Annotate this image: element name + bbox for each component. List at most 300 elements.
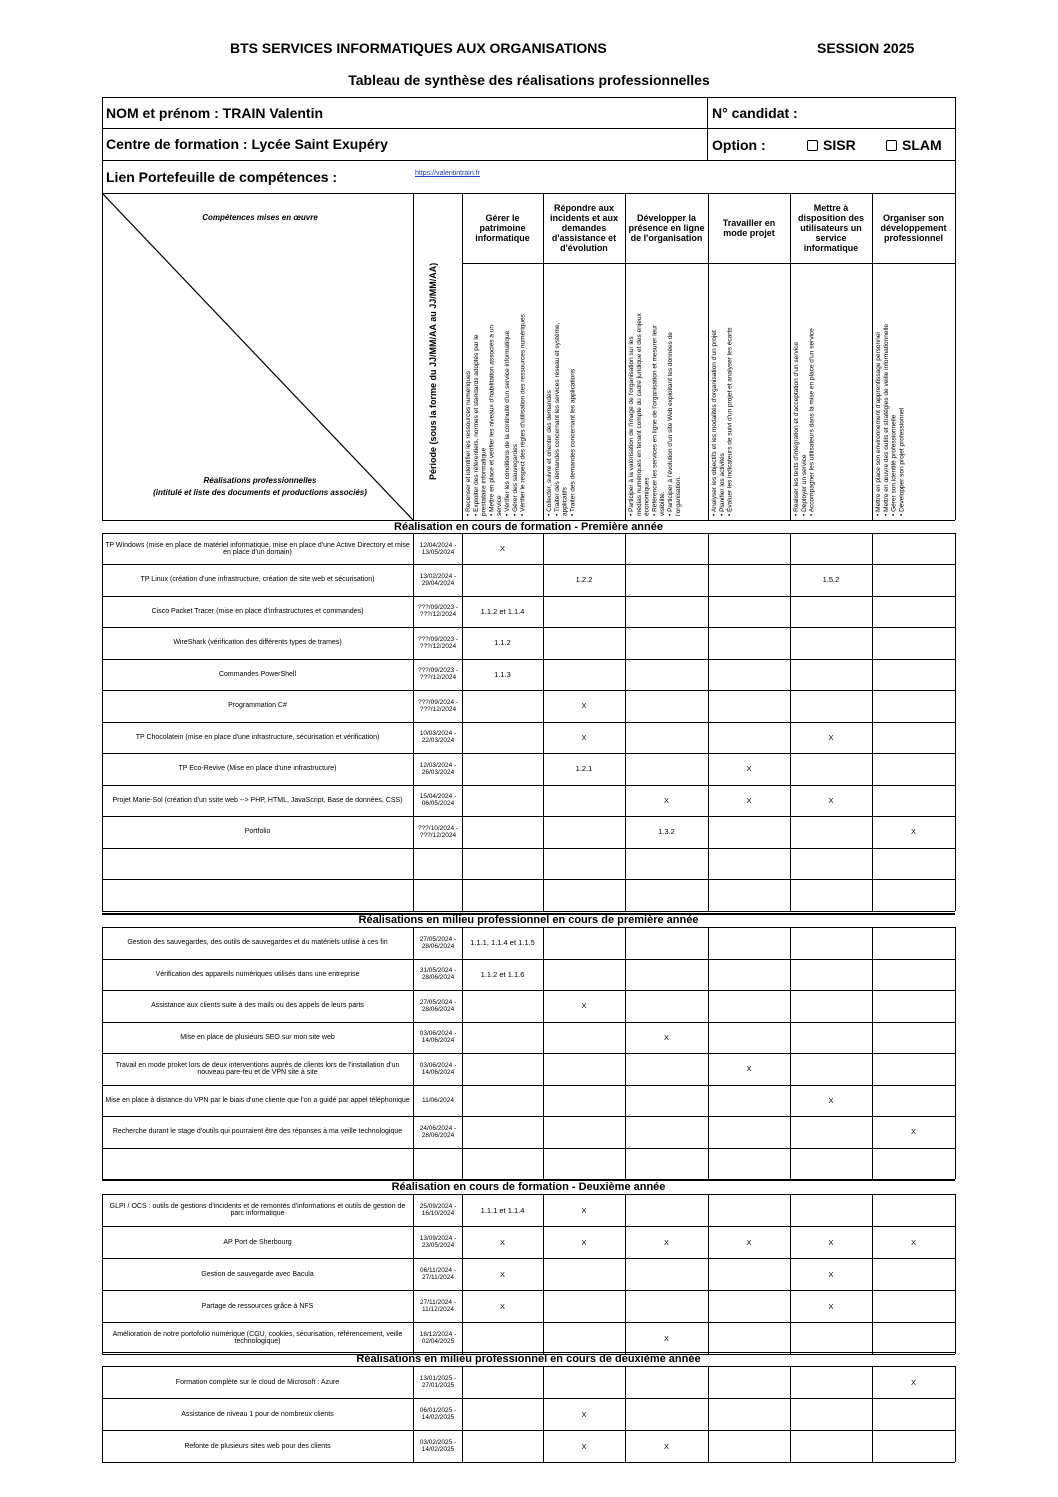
- periode-label: Période (sous la forme du JJ/MM/AA au JJ/MM/AA): [428, 262, 438, 481]
- row-label: Recherche durant le stage d'outils qui pourraient être des réponses à ma veille technologique: [112, 1128, 403, 1136]
- competence-cell: [790, 879, 872, 911]
- competence-cell: 1.1.1, 1.1.4 et 1.1.5: [470, 938, 535, 948]
- competence-cell: [708, 1322, 790, 1354]
- rule-v: [462, 659, 463, 691]
- rule-v: [625, 879, 626, 911]
- row-period: 03/02/2025 - 14/02/2025: [419, 1439, 457, 1453]
- competence-cell: [790, 1322, 872, 1354]
- rule-v: [625, 1430, 626, 1462]
- competence-items: [465, 267, 527, 516]
- rule-v: [102, 990, 103, 1022]
- rule-v: [872, 753, 873, 785]
- rule-v: [872, 927, 873, 959]
- competence-item: • Gérer des sauvegardes: [511, 443, 519, 516]
- competence-title: Organiser son développement professionnel: [880, 213, 947, 243]
- rule-v: [543, 1226, 544, 1258]
- rule-v: [102, 1366, 103, 1398]
- rule-v: [102, 1053, 103, 1085]
- competence-cell: [625, 753, 708, 785]
- competence-item: applicatifs: [561, 487, 569, 516]
- competence-cell: [790, 1116, 872, 1148]
- rule-v: [790, 1194, 791, 1226]
- rule-v: [955, 785, 956, 817]
- row-label: Gestion de sauvegarde avec Bacula: [201, 1270, 314, 1278]
- rule-v: [102, 816, 103, 848]
- rule-v: [955, 722, 956, 754]
- rule-v: [543, 596, 544, 628]
- rule-v: [955, 1116, 956, 1148]
- competence-cell: [543, 1022, 625, 1054]
- competence-cell: [462, 879, 543, 911]
- rule-v: [462, 959, 463, 991]
- realisations-label: Réalisations professionnelles: [203, 476, 317, 485]
- competence-cell: X: [910, 1127, 916, 1137]
- section-title: Réalisations en milieu professionnel en cours de deuxième année: [356, 1353, 701, 1365]
- rule-v: [102, 1258, 103, 1290]
- row-period: 03/06/2024 - 14/06/2024: [419, 1030, 457, 1045]
- competence-cell: [872, 879, 955, 911]
- rule-v: [625, 1022, 626, 1054]
- rule-v: [543, 1194, 544, 1226]
- competence-cell: [872, 690, 955, 722]
- competence-title: Développer la présence en ligne de l'organisation: [628, 213, 705, 243]
- competence-cell: [872, 659, 955, 691]
- competence-cell: X: [581, 732, 587, 742]
- competence-cell: [462, 1322, 543, 1354]
- rule-v: [413, 690, 414, 722]
- competence-cell: X: [663, 1032, 669, 1042]
- rule-v: [102, 753, 103, 785]
- rule-v: [955, 193, 956, 520]
- competence-cell: X: [499, 544, 505, 553]
- rule-v: [102, 1226, 103, 1258]
- option-sisr-label: SISR: [823, 137, 856, 153]
- rule-v: [543, 722, 544, 754]
- competence-cell: X: [910, 827, 916, 837]
- nom-label: NOM et prénom : TRAIN Valentin: [106, 105, 324, 121]
- competence-cell: [462, 1022, 543, 1054]
- competence-cell: [872, 1398, 955, 1430]
- rule-v: [955, 1022, 956, 1054]
- rule-v: [543, 193, 544, 520]
- rule-v: [625, 1322, 626, 1354]
- competence-cell: [625, 959, 708, 991]
- rule-v: [708, 1085, 709, 1117]
- rule-v: [955, 816, 956, 848]
- session-label: SESSION 2025: [817, 40, 915, 56]
- competence-cell: X: [828, 1301, 834, 1311]
- competence-cell: [708, 879, 790, 911]
- rule-v: [955, 564, 956, 596]
- row-label: Gestion des sauvegardes, des outils de sauvegardes et du matériels utilisé à ces fin: [127, 939, 388, 947]
- rule-v: [462, 1322, 463, 1354]
- rule-v: [790, 1226, 791, 1258]
- competence-title: Travailler en mode projet: [722, 218, 776, 238]
- competence-item: • Participer à l'évolution d'un site Web exploitant les données de: [666, 332, 674, 516]
- rule-v: [413, 1148, 414, 1180]
- rule-v: [413, 1194, 414, 1226]
- rule-v: [543, 1398, 544, 1430]
- rule-v: [102, 879, 103, 911]
- competence-cell: [708, 1398, 790, 1430]
- rule-v: [625, 753, 626, 785]
- competence-item: • Participer à la valorisation de l'image de l'organisation sur les: [628, 336, 635, 516]
- rule-v: [707, 97, 708, 160]
- competence-cell: [625, 596, 708, 628]
- competence-cell: X: [499, 1301, 505, 1311]
- competence-cell: [625, 1194, 708, 1226]
- row-label: AP Port de Sherbourg: [223, 1238, 292, 1246]
- competence-cell: 1.2.1: [575, 764, 593, 774]
- rule-v: [102, 1116, 103, 1148]
- competence-cell: [543, 1322, 625, 1354]
- rule-v: [462, 785, 463, 817]
- rule-v: [708, 722, 709, 754]
- competence-cell: [708, 627, 790, 659]
- rule-v: [872, 879, 873, 911]
- row-label: Assistance de niveau 1 pour de nombreux clients: [181, 1410, 334, 1418]
- competence-title: Mettre à disposition des utilisateurs un service informatique: [797, 203, 864, 253]
- competence-cell: X: [910, 1237, 916, 1247]
- rule-v: [102, 1022, 103, 1054]
- rule-v: [462, 193, 463, 520]
- rule-v: [790, 990, 791, 1022]
- competence-items: [875, 267, 906, 516]
- rule-v: [102, 1430, 103, 1462]
- rule-v: [955, 1322, 956, 1354]
- rule-v: [955, 690, 956, 722]
- rule-v: [872, 533, 873, 564]
- competence-cell: [543, 1116, 625, 1148]
- rule-v: [625, 564, 626, 596]
- rule-v: [955, 1085, 956, 1117]
- rule-v: [790, 596, 791, 628]
- rule-v: [790, 659, 791, 691]
- rule-v: [790, 927, 791, 959]
- row-label: TP Eco-Revive (Mise en place d'une infrastructure): [178, 765, 337, 773]
- rule-v: [708, 848, 709, 880]
- row-label: [104, 879, 411, 911]
- rule-v: [955, 1258, 956, 1290]
- rule-v: [790, 1430, 791, 1462]
- rule-v: [872, 596, 873, 628]
- row-label: Commandes PowerShell: [218, 670, 297, 678]
- competence-cell: [625, 1290, 708, 1322]
- rule-v: [625, 1290, 626, 1322]
- row-label: Assistance aux clients suite à des mails ou des appels de leurs parts: [151, 1002, 364, 1010]
- rule-v: [413, 1290, 414, 1322]
- competence-cell: [790, 1366, 872, 1398]
- competence-item: • Exploiter des référentiels, normes et standards adoptés par le: [472, 334, 480, 516]
- row-period: 03/06/2024 - 14/06/2024: [419, 1061, 457, 1076]
- rule-v: [413, 990, 414, 1022]
- rule-v: [413, 627, 414, 659]
- row-period: 11/06/2024: [421, 1096, 455, 1104]
- competence-cell: [708, 1290, 790, 1322]
- competence-cell: [625, 690, 708, 722]
- rule-v: [102, 927, 103, 959]
- competence-cell: 1.1.2 et 1.1.6: [480, 969, 525, 979]
- rule-v: [625, 1148, 626, 1180]
- competence-cell: [790, 816, 872, 848]
- competence-cell: [790, 533, 872, 564]
- competence-cell: [872, 959, 955, 991]
- rule-v: [462, 690, 463, 722]
- competence-cell: X: [746, 1064, 752, 1074]
- rule-v: [102, 690, 103, 722]
- competence-cell: 1.1.1 et 1.1.4: [480, 1205, 525, 1215]
- rule-h: [102, 160, 955, 161]
- realisations-sublabel: (intitulé et liste des documents et productions associés): [153, 488, 367, 497]
- row-period: [414, 848, 462, 880]
- rule-h: [102, 97, 955, 98]
- competence-items: [628, 267, 683, 516]
- competence-cell: [872, 1148, 955, 1180]
- rule-v: [462, 722, 463, 754]
- rule-v: [708, 1430, 709, 1462]
- rule-v: [708, 1116, 709, 1148]
- rule-v: [102, 722, 103, 754]
- rule-v: [625, 659, 626, 691]
- rule-v: [543, 879, 544, 911]
- row-period: 13/01/2025 - 27/01/2025: [419, 1375, 457, 1389]
- competence-cell: [625, 564, 708, 596]
- competence-cell: [708, 659, 790, 691]
- competence-cell: 1.3.2: [658, 827, 675, 837]
- rule-v: [955, 1366, 956, 1398]
- competences-label: Compétences mises en œuvre: [202, 213, 318, 222]
- rule-v: [790, 627, 791, 659]
- rule-v: [872, 1258, 873, 1290]
- rule-v: [708, 1398, 709, 1430]
- rule-v: [790, 1258, 791, 1290]
- rule-v: [413, 1322, 414, 1354]
- row-label: Programmation C#: [228, 702, 287, 710]
- rule-v: [708, 990, 709, 1022]
- rule-v: [955, 1053, 956, 1085]
- competence-item: • Mettre en place et vérifier les niveaux d'habilitation associés à un: [488, 324, 496, 516]
- row-period: [414, 1148, 462, 1180]
- option-label: Option :: [712, 137, 766, 153]
- competence-cell: [790, 848, 872, 880]
- competence-cell: [790, 959, 872, 991]
- competence-cell: [708, 596, 790, 628]
- competence-cell: [790, 1398, 872, 1430]
- rule-v: [543, 785, 544, 817]
- competence-cell: [462, 1085, 543, 1117]
- checkbox-icon[interactable]: [807, 140, 818, 151]
- row-period: 24/06/2024 - 28/06/2024: [419, 1124, 457, 1139]
- rule-v: [708, 1322, 709, 1354]
- competence-cell: [708, 564, 790, 596]
- competence-cell: [543, 848, 625, 880]
- rule-v: [955, 1148, 956, 1180]
- row-period: 06/01/2025 - 14/02/2025: [419, 1407, 457, 1421]
- competence-cell: [872, 990, 955, 1022]
- row-label: [104, 848, 411, 880]
- rule-v: [708, 659, 709, 691]
- row-label: Mise en place à distance du VPN par le biais d'une cliente que l'on a guidé par appel téléphonique: [105, 1096, 410, 1104]
- rule-v: [872, 1053, 873, 1085]
- rule-v: [625, 1366, 626, 1398]
- competence-cell: [708, 1148, 790, 1180]
- competence-item: • Référencer les services en ligne de l'organisation et mesurer leur: [651, 324, 659, 516]
- row-period: 31/05/2024 - 28/06/2024: [419, 967, 457, 982]
- rule-v: [872, 1398, 873, 1430]
- rule-v: [708, 1053, 709, 1085]
- rule-v: [102, 1085, 103, 1117]
- competence-cell: [625, 1053, 708, 1085]
- rule-v: [543, 1430, 544, 1462]
- competence-cell: [462, 1398, 543, 1430]
- rule-v: [708, 596, 709, 628]
- competence-cell: [790, 659, 872, 691]
- rule-v: [872, 990, 873, 1022]
- row-label: Amélioration de notre portofolio numérique (CGU, cookies, sécurisation, référencement, veille technologique): [112, 1331, 403, 1345]
- portfolio-link[interactable]: https://valentintrain.fr: [415, 170, 480, 177]
- competence-cell: [625, 1116, 708, 1148]
- rule-v: [413, 753, 414, 785]
- competence-cell: [462, 1430, 543, 1462]
- centre-label: Centre de formation : Lycée Saint Exupéry: [106, 136, 388, 152]
- competence-item: • Collecter, suivre et orienter des demandes: [546, 390, 553, 516]
- rule-v: [462, 848, 463, 880]
- rule-v: [413, 1258, 414, 1290]
- competence-cell: X: [499, 1237, 505, 1247]
- rule-v: [102, 1194, 103, 1226]
- row-label: WireShark (vérification des différents types de trames): [173, 639, 342, 647]
- competence-item: visibilité.: [659, 491, 667, 516]
- rule-v: [462, 1258, 463, 1290]
- competence-cell: [708, 959, 790, 991]
- row-period: 13/02/2024 - 29/04/2024: [419, 572, 457, 587]
- rule-v: [955, 753, 956, 785]
- rule-v: [872, 659, 873, 691]
- option-slam[interactable]: [886, 137, 942, 153]
- rule-v: [462, 879, 463, 911]
- rule-v: [462, 1366, 463, 1398]
- competence-cell: [790, 1430, 872, 1462]
- checkbox-icon[interactable]: [886, 140, 897, 151]
- rule-v: [413, 1226, 414, 1258]
- rule-v: [955, 659, 956, 691]
- competence-cell: [872, 1022, 955, 1054]
- competence-cell: [543, 659, 625, 691]
- competence-title: Répondre aux incidents et aux demandes d'assistance et d'évolution: [549, 203, 619, 253]
- document-subtitle: Tableau de synthèse des réalisations professionnelles: [348, 72, 710, 88]
- rule-v: [955, 1290, 956, 1322]
- rule-v: [413, 193, 414, 520]
- competence-items: [793, 267, 816, 516]
- rule-v: [625, 990, 626, 1022]
- row-label: Portfolio: [244, 828, 271, 836]
- rule-v: [543, 564, 544, 596]
- competence-cell: [872, 627, 955, 659]
- competence-cell: X: [828, 1237, 834, 1247]
- rule-v: [543, 659, 544, 691]
- competence-cell: X: [499, 1269, 505, 1279]
- competence-items: [546, 267, 577, 516]
- rule-v: [413, 816, 414, 848]
- rule-v: [955, 990, 956, 1022]
- rule-v: [872, 1322, 873, 1354]
- rule-v: [625, 848, 626, 880]
- rule-v: [462, 1226, 463, 1258]
- competence-cell: [872, 564, 955, 596]
- rule-v: [543, 959, 544, 991]
- rule-v: [102, 627, 103, 659]
- rule-v: [543, 990, 544, 1022]
- row-label: Projet Marie-Sol (création d'un ssite web --> PHP, HTML, JavaScript, Base de données, CSS): [112, 796, 403, 804]
- competence-item: • Analyser les objectifs et les modalités d'organisation d'un projet: [711, 330, 718, 516]
- competence-cell: [708, 927, 790, 959]
- rule-v: [462, 990, 463, 1022]
- competence-item: • Mettre en œuvre des outils et stratégies de veille informationnelle: [882, 324, 890, 516]
- competence-cell: [708, 722, 790, 754]
- row-period: ???/09/2023 - ???/12/2024: [417, 667, 459, 682]
- competence-cell: [708, 1022, 790, 1054]
- competence-cell: X: [581, 1409, 587, 1419]
- rule-v: [790, 533, 791, 564]
- rule-v: [955, 1226, 956, 1258]
- competence-cell: [708, 1194, 790, 1226]
- competence-cell: [625, 1148, 708, 1180]
- rule-v: [462, 1116, 463, 1148]
- competence-item: • Réaliser les tests d'intégration et d'acceptation d'un service: [793, 341, 800, 516]
- rule-v: [462, 1430, 463, 1462]
- rule-v: [543, 1022, 544, 1054]
- section-title: Réalisations en milieu professionnel en cours de première année: [358, 914, 699, 926]
- rule-v: [543, 1116, 544, 1148]
- rule-v: [102, 659, 103, 691]
- rule-v: [625, 1226, 626, 1258]
- section-title: Réalisation en cours de formation - Deuxième année: [391, 1181, 666, 1193]
- rule-v: [708, 193, 709, 520]
- option-sisr[interactable]: [807, 137, 856, 153]
- rule-v: [625, 1194, 626, 1226]
- competence-item: • Recenser et identifier les ressources numériques: [465, 371, 472, 516]
- competence-cell: [625, 1366, 708, 1398]
- competence-cell: [708, 1116, 790, 1148]
- rule-v: [955, 927, 956, 959]
- competence-cell: [872, 1322, 955, 1354]
- competence-cell: [872, 1258, 955, 1290]
- competence-cell: 1.1.3: [494, 669, 511, 679]
- rule-v: [543, 1053, 544, 1085]
- competence-cell: [872, 785, 955, 817]
- competence-title: Gérer le patrimoine informatique: [475, 213, 530, 243]
- rule-v: [872, 785, 873, 817]
- rule-v: [955, 596, 956, 628]
- rule-v: [543, 690, 544, 722]
- row-period: 12/04/2024 - 13/05/2024: [419, 541, 457, 556]
- row-period: 27/05/2024 - 28/06/2024: [419, 998, 457, 1013]
- rule-v: [413, 927, 414, 959]
- rule-v: [413, 1116, 414, 1148]
- rule-v: [102, 785, 103, 817]
- rule-v: [872, 627, 873, 659]
- rule-v: [872, 1194, 873, 1226]
- competence-cell: [708, 990, 790, 1022]
- rule-v: [413, 564, 414, 596]
- rule-v: [708, 627, 709, 659]
- competence-cell: [625, 722, 708, 754]
- portfolio-label: Lien Portefeuille de compétences :: [106, 169, 338, 185]
- rule-v: [625, 533, 626, 564]
- competence-cell: [790, 927, 872, 959]
- competence-cell: [543, 1290, 625, 1322]
- rule-v: [955, 959, 956, 991]
